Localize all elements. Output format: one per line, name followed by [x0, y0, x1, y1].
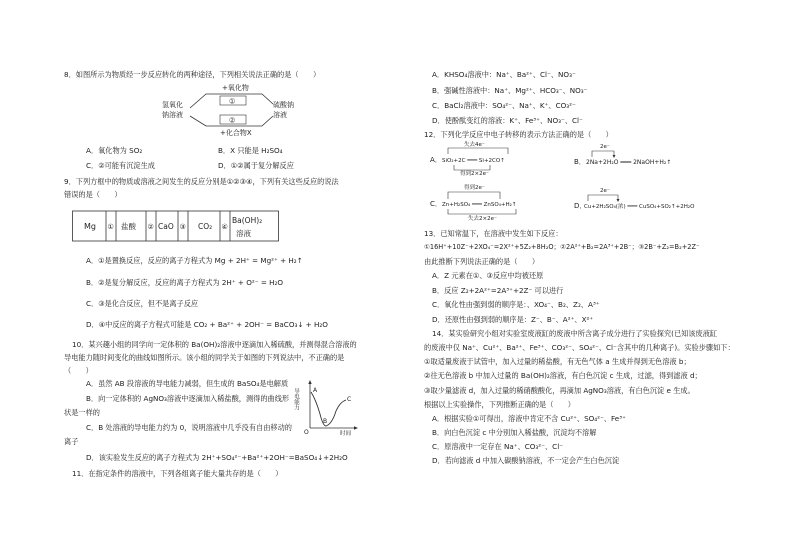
- q12-d-label: D．: [574, 202, 587, 210]
- q9-stem-line1: 9．下列方框中的物质或溶液之间发生的反应分别是①②③④，下列有关这些反应的说法: [64, 177, 339, 186]
- q10-stem-line2: 导电能力随时间变化的曲线如图所示。该小组的同学关于如图的下列说法中，不正确的是: [64, 353, 345, 362]
- q8-top-label: +氧化物: [222, 84, 249, 92]
- q9-box-mg: Mg: [84, 222, 96, 231]
- q8-stem: 8．如图所示为物质经一步反应转化的两种途径，下列相关说法正确的是（ ）: [64, 70, 321, 79]
- q10-curve: [311, 392, 346, 426]
- q8-option-b: B．X 只能是 H₂SO₄: [218, 146, 283, 155]
- q12-option-c: [428, 182, 558, 222]
- q12-a-label: A．: [430, 156, 442, 164]
- q9-box-solution: 溶液: [236, 229, 251, 238]
- q10-option-d: D．该实验发生反应的离子方程式为 2H⁺+SO₄²⁻+Ba²⁺+2OH⁻=BaSO₄↓+2H₂O: [86, 453, 348, 462]
- q14-step3: ③取少量滤液 d，加入过量的稀硝酸酸化，再滴加 AgNO₃溶液，有白色沉淀 e 生成。: [424, 386, 695, 395]
- q8-right-line1: 硫酸钠: [273, 101, 294, 109]
- q8-bottom-label: +化合物X: [220, 129, 252, 137]
- q14-option-d: D．若向滤液 d 中加入碳酸钠溶液，不一定会产生白色沉淀: [432, 456, 620, 465]
- q10-stem-line3: （ ）: [64, 366, 93, 375]
- q12-c-label: C．: [430, 200, 442, 208]
- q8-right-line2: 溶液: [273, 111, 287, 119]
- q13-option-d: D．还原性由强到弱的顺序是：Z⁻、B⁻、A²⁺、X²⁺: [432, 315, 594, 324]
- q9-box-hcl: 盐酸: [121, 222, 136, 231]
- q8-option-d: D．①②属于复分解反应: [218, 161, 294, 170]
- q8-circle-2: ②: [229, 116, 236, 125]
- q14-option-c: C．原溶液中一定存在 Na⁺、CO₃²⁻、Cl⁻: [432, 442, 563, 451]
- q9-option-b: B．②是复分解反应，反应的离子方程式为 2H⁺ + O²⁻ = H₂O: [86, 278, 284, 287]
- q12-b-equation: 2Na+2H₂O ═══ 2NaOH+H₂↑: [586, 159, 672, 166]
- q12-d-equation: Cu+2H₂SO₄(浓) ═══ CuSO₄+SO₂↑+2H₂O: [584, 204, 695, 210]
- q13-stem: 13．已知常温下，在溶液中发生如下反应：: [424, 229, 563, 238]
- q14-step1: ①取适量废液于试管中，加入过量的稀盐酸，有无色气体 a 生成并得到无色溶液 b；: [424, 357, 691, 366]
- q12-c-top: 得到2e⁻: [464, 185, 485, 191]
- q9-marker-1: ①: [107, 223, 114, 231]
- q10-option-b-line1: B．向一定体积的 AgNO₃溶液中逐滴加入稀盐酸，测得的曲线形: [86, 394, 290, 403]
- q9-box-cao: CaO: [158, 222, 174, 231]
- q13-equations: ①16H⁺+10Z⁻+2XO₄⁻=2X²⁺+5Z₂+8H₂O；②2A²⁺+B₂=2A³⁺+2B⁻；③2B⁻+Z₂=B₂+2Z⁻: [424, 243, 700, 251]
- q13-option-c: C．氧化性由强到弱的顺序是：、XO₄⁻、B₂、Z₂、A³⁺: [432, 300, 600, 309]
- q10-point-b: B: [323, 418, 328, 425]
- q9-marker-2: ②: [147, 223, 154, 231]
- q10-xlabel: 时间: [340, 431, 352, 436]
- q13-option-a: A．Z 元素在①、③反应中均被还原: [432, 271, 544, 280]
- q9-box-co2: CO₂: [198, 222, 213, 231]
- q12-a-equation: SiO₂+2C ═══ Si+2CO↑: [442, 158, 505, 164]
- q10-conductivity-graph: [290, 378, 360, 436]
- q9-marker-4: ④: [221, 223, 228, 231]
- q12-option-a: [428, 140, 558, 176]
- q12-a-bottom: 得到2×2e⁻: [460, 171, 489, 176]
- q12-b-top: 2e⁻: [600, 144, 610, 150]
- q12-stem: 12．下列化学反应中电子转移的表示方法正确的是（ ）: [424, 130, 613, 139]
- q8-left-line2: 钠溶液: [162, 111, 183, 119]
- q12-a-top: 失去4e⁻: [464, 142, 485, 148]
- q9-option-c: C．③是化合反应，但不是离子反应: [86, 299, 199, 308]
- q8-conversion-diagram: [140, 80, 340, 138]
- q12-b-label: B．: [574, 158, 586, 166]
- q12-c-bottom: 失去2×2e⁻: [468, 216, 497, 222]
- q8-option-a: A．氧化物为 SO₂: [86, 146, 143, 155]
- q8-left-line1: 氢氧化: [162, 101, 183, 109]
- q13-option-b: B．反应 Z₂+2A²⁺=2A³⁺+2Z⁻ 可以进行: [432, 286, 564, 295]
- q12-option-d: [574, 184, 714, 220]
- q14-line1: 14．某实验研究小组对实验室废液缸的废液中所含离子成分进行了实验探究(已知该废液缸: [432, 329, 718, 338]
- q10-stem-line1: 10．某兴趣小组的同学向一定体积的 Ba(OH)₂溶液中逐滴加入稀硫酸，并测得混合溶液的: [72, 340, 357, 349]
- q10-point-c: C: [347, 396, 352, 403]
- q9-reaction-boxes: [72, 208, 280, 244]
- q12-option-b: [574, 140, 714, 176]
- q9-marker-3: ③: [179, 223, 186, 231]
- q11-stem: 11．在指定条件的溶液中，下列各组离子能大量共存的是（ ）: [72, 469, 283, 478]
- q14-line2: 的废液中仅 Na⁺、Cu²⁺、Ba²⁺、Fe³⁺、CO₃²⁻、SO₄²⁻、Cl⁻含其中的几种离子)。实验步骤如下：: [424, 343, 735, 352]
- q14-lead: 根据以上实验操作，下列推断正确的是（ ）: [424, 400, 575, 409]
- q13-lead: 由此推断下列说法正确的是（ ）: [424, 257, 540, 266]
- q9-option-d: D．④中反应的离子方程式可能是 CO₂ + Ba²⁺ + 2OH⁻ = BaCO₃↓ + H₂O: [86, 320, 328, 329]
- q10-origin: O: [304, 429, 309, 436]
- q14-option-a: A．根据实验①可得出，溶液中肯定不含 Cu²⁺、SO₄²⁻、Fe³⁺: [432, 414, 626, 423]
- q11-option-d: D．使酚酞变红的溶液：K⁺、Fe³⁺、NO₃⁻、Cl⁻: [432, 116, 583, 125]
- q9-stem-line2: 错误的是（ ）: [64, 190, 122, 199]
- q10-option-b-line2: 状是一样的: [64, 408, 100, 417]
- q10-option-c-line1: C．B 处溶液的导电能力约为 0，说明溶液中几乎没有自由移动的: [86, 423, 292, 432]
- q14-step2: ②往无色溶液 b 中加入过量的 Ba(OH)₂溶液，有白色沉淀 c 生成，过滤，得到滤液 d；: [424, 371, 702, 380]
- q10-option-a: A．虽然 AB 段溶液的导电能力减弱，但生成的 BaSO₄是电解质: [86, 379, 289, 388]
- q10-point-a: A: [313, 387, 318, 394]
- q11-option-c: C．BaCl₂溶液中：SO₄²⁻、Na⁺、K⁺、CO₃²⁻: [432, 101, 576, 110]
- q8-option-c: C．②可能有沉淀生成: [86, 161, 155, 170]
- q11-option-a: A．KHSO₄溶液中：Na⁺、Ba²⁺、Cl⁻、NO₃⁻: [432, 70, 576, 79]
- q9-option-a: A．①是置换反应，反应的离子方程式为 Mg + 2H⁺ = Mg²⁺ + H₂↑: [86, 256, 303, 265]
- q9-box-baoh2: Ba(OH)₂: [232, 216, 263, 225]
- q10-option-c-line2: 离子: [64, 437, 79, 446]
- q11-option-b: B．强碱性溶液中：Na⁺、Mg²⁺、HCO₃⁻、NO₃⁻: [432, 86, 588, 95]
- q12-c-equation: Zn+H₂SO₄ ═══ ZnSO₄+H₂↑: [442, 202, 517, 208]
- q8-circle-1: ①: [229, 97, 236, 106]
- q14-option-b: B．向白色沉淀 c 中分别加入稀盐酸，沉淀均不溶解: [432, 428, 597, 437]
- q12-d-top: 2e⁻: [600, 188, 610, 194]
- q10-ylabel: 导电能力: [293, 388, 299, 410]
